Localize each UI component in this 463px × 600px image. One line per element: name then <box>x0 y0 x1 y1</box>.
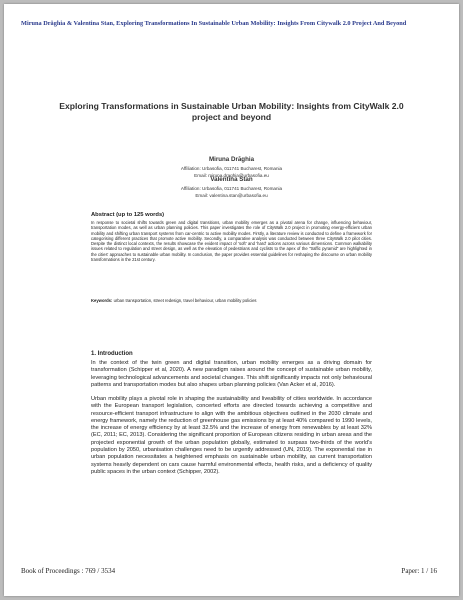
author-affiliation: Affiliation: Urbasofia, 011741 Bucharest, Romania <box>180 186 283 191</box>
author-affiliation: Affiliation: Urbasofia, 011741 Bucharest, Romania <box>180 166 283 171</box>
intro-paragraph <box>91 396 372 476</box>
paragraph-text: In the context of the twin green and digital transition, urban mobility emerges as a driving domain for transformation (Schipper et al, 2020). A new paradigm raises around the concept of sustainable urban mobility, leveraging technological advancements and societal changes. This shift significantly impacts not only behavioural patterns and transportation modes but also shapes urban planning policies (Van Acker et al, 2016). <box>91 360 372 388</box>
abstract-section <box>91 212 372 262</box>
intro-paragraph <box>91 360 372 389</box>
author-name: Valentina Stan <box>210 176 253 183</box>
keywords-line <box>91 298 372 303</box>
paragraph-text: Urban mobility plays a pivotal role in shaping the sustainability and liveability of cities worldwide. In accordance with the European transport legislation, concerted efforts are directed towards achieving a competitive and resource-efficient transport infrastructure to align with the ambitious objectives outlined in the 2030 climate and energy framework, namely the reduction of greenhouse gas emissions by at least 40% compared to 1990 levels, the increase of energy efficiency by at least 32.5% and the increase of energy from renewables by at least 32% (EC, 2011; EC, 2013). Considering the significant proportion of European citizens residing in urban areas and the projected exponential growth of the urban population globally, estimated to surpass two-thirds of the world's population by 2050, urbanisation challenges need to be urgently addressed (UN, 2019). The exponential rise in urban population necessitates a heightened emphasis on sustainable urban mobility, as current transportation systems heavily dependent on cars cause harmful environmental effects, health risks, and a deficiency of quality public spaces in the urban context (Schipper, 2002). <box>91 396 372 475</box>
author-email[interactable]: Email: valentina.stan@urbasofia.eu <box>195 192 268 198</box>
abstract-text: In response to societal shifts towards green and digital transitions, urban mobility emerges as a pivotal arena for change, influencing behaviour, transportation modes, as well as urban planning policies. This paper investigates the role of CityWalk 2.0 project in promoting energy-efficient urban mobility and shifting urban transport systems from car-centric to active mobility modes. Firstly, a literature review is conducted to define a framework for categorising different practices that promote active mobility. Secondly, a comparative analysis was conducted between three CityWalk 2.0 pilot cities. Despite the distinct local contexts, the results showcase the evident impact of 'soft' and 'hard' actions across various dimensions. Common walkability issues related to regulation and street design, as well as the elevation of pedestrians and cyclists to the apex of the "traffic pyramid" are highlighted in the cities' approaches to sustainable urban mobility. In conclusion, the paper provides essential guidelines for reshaping the discourse on urban mobility transformations in the 21st century. <box>91 220 372 263</box>
keywords-label: Keywords: <box>91 298 113 303</box>
footer-paper-number: Paper: 1 / 16 <box>401 567 437 575</box>
abstract-heading: Abstract (up to 125 words) <box>91 212 165 218</box>
keywords-text: urban transportation, street redesign, travel behaviour, urban mobility policies <box>113 298 257 303</box>
section-heading-introduction: 1. Introduction <box>91 351 133 357</box>
running-head: Miruna Drăghia & Valentina Stan, Exploring Transformations In Sustainable Urban Mobility: Insights From Citywalk 2.0 Project And Beyond <box>21 20 407 27</box>
footer-book-proceedings: Book of Proceedings : 769 / 3534 <box>21 567 116 575</box>
author-block <box>44 176 419 199</box>
author-email[interactable]: Email: miruna.draghia@urbasofia.eu <box>194 172 269 178</box>
author-name: Miruna Drăghia <box>208 156 255 163</box>
document-page <box>4 4 459 596</box>
paper-title: Exploring Transformations in Sustainable Urban Mobility: Insights from CityWalk 2.0 project and beyond <box>59 101 404 122</box>
